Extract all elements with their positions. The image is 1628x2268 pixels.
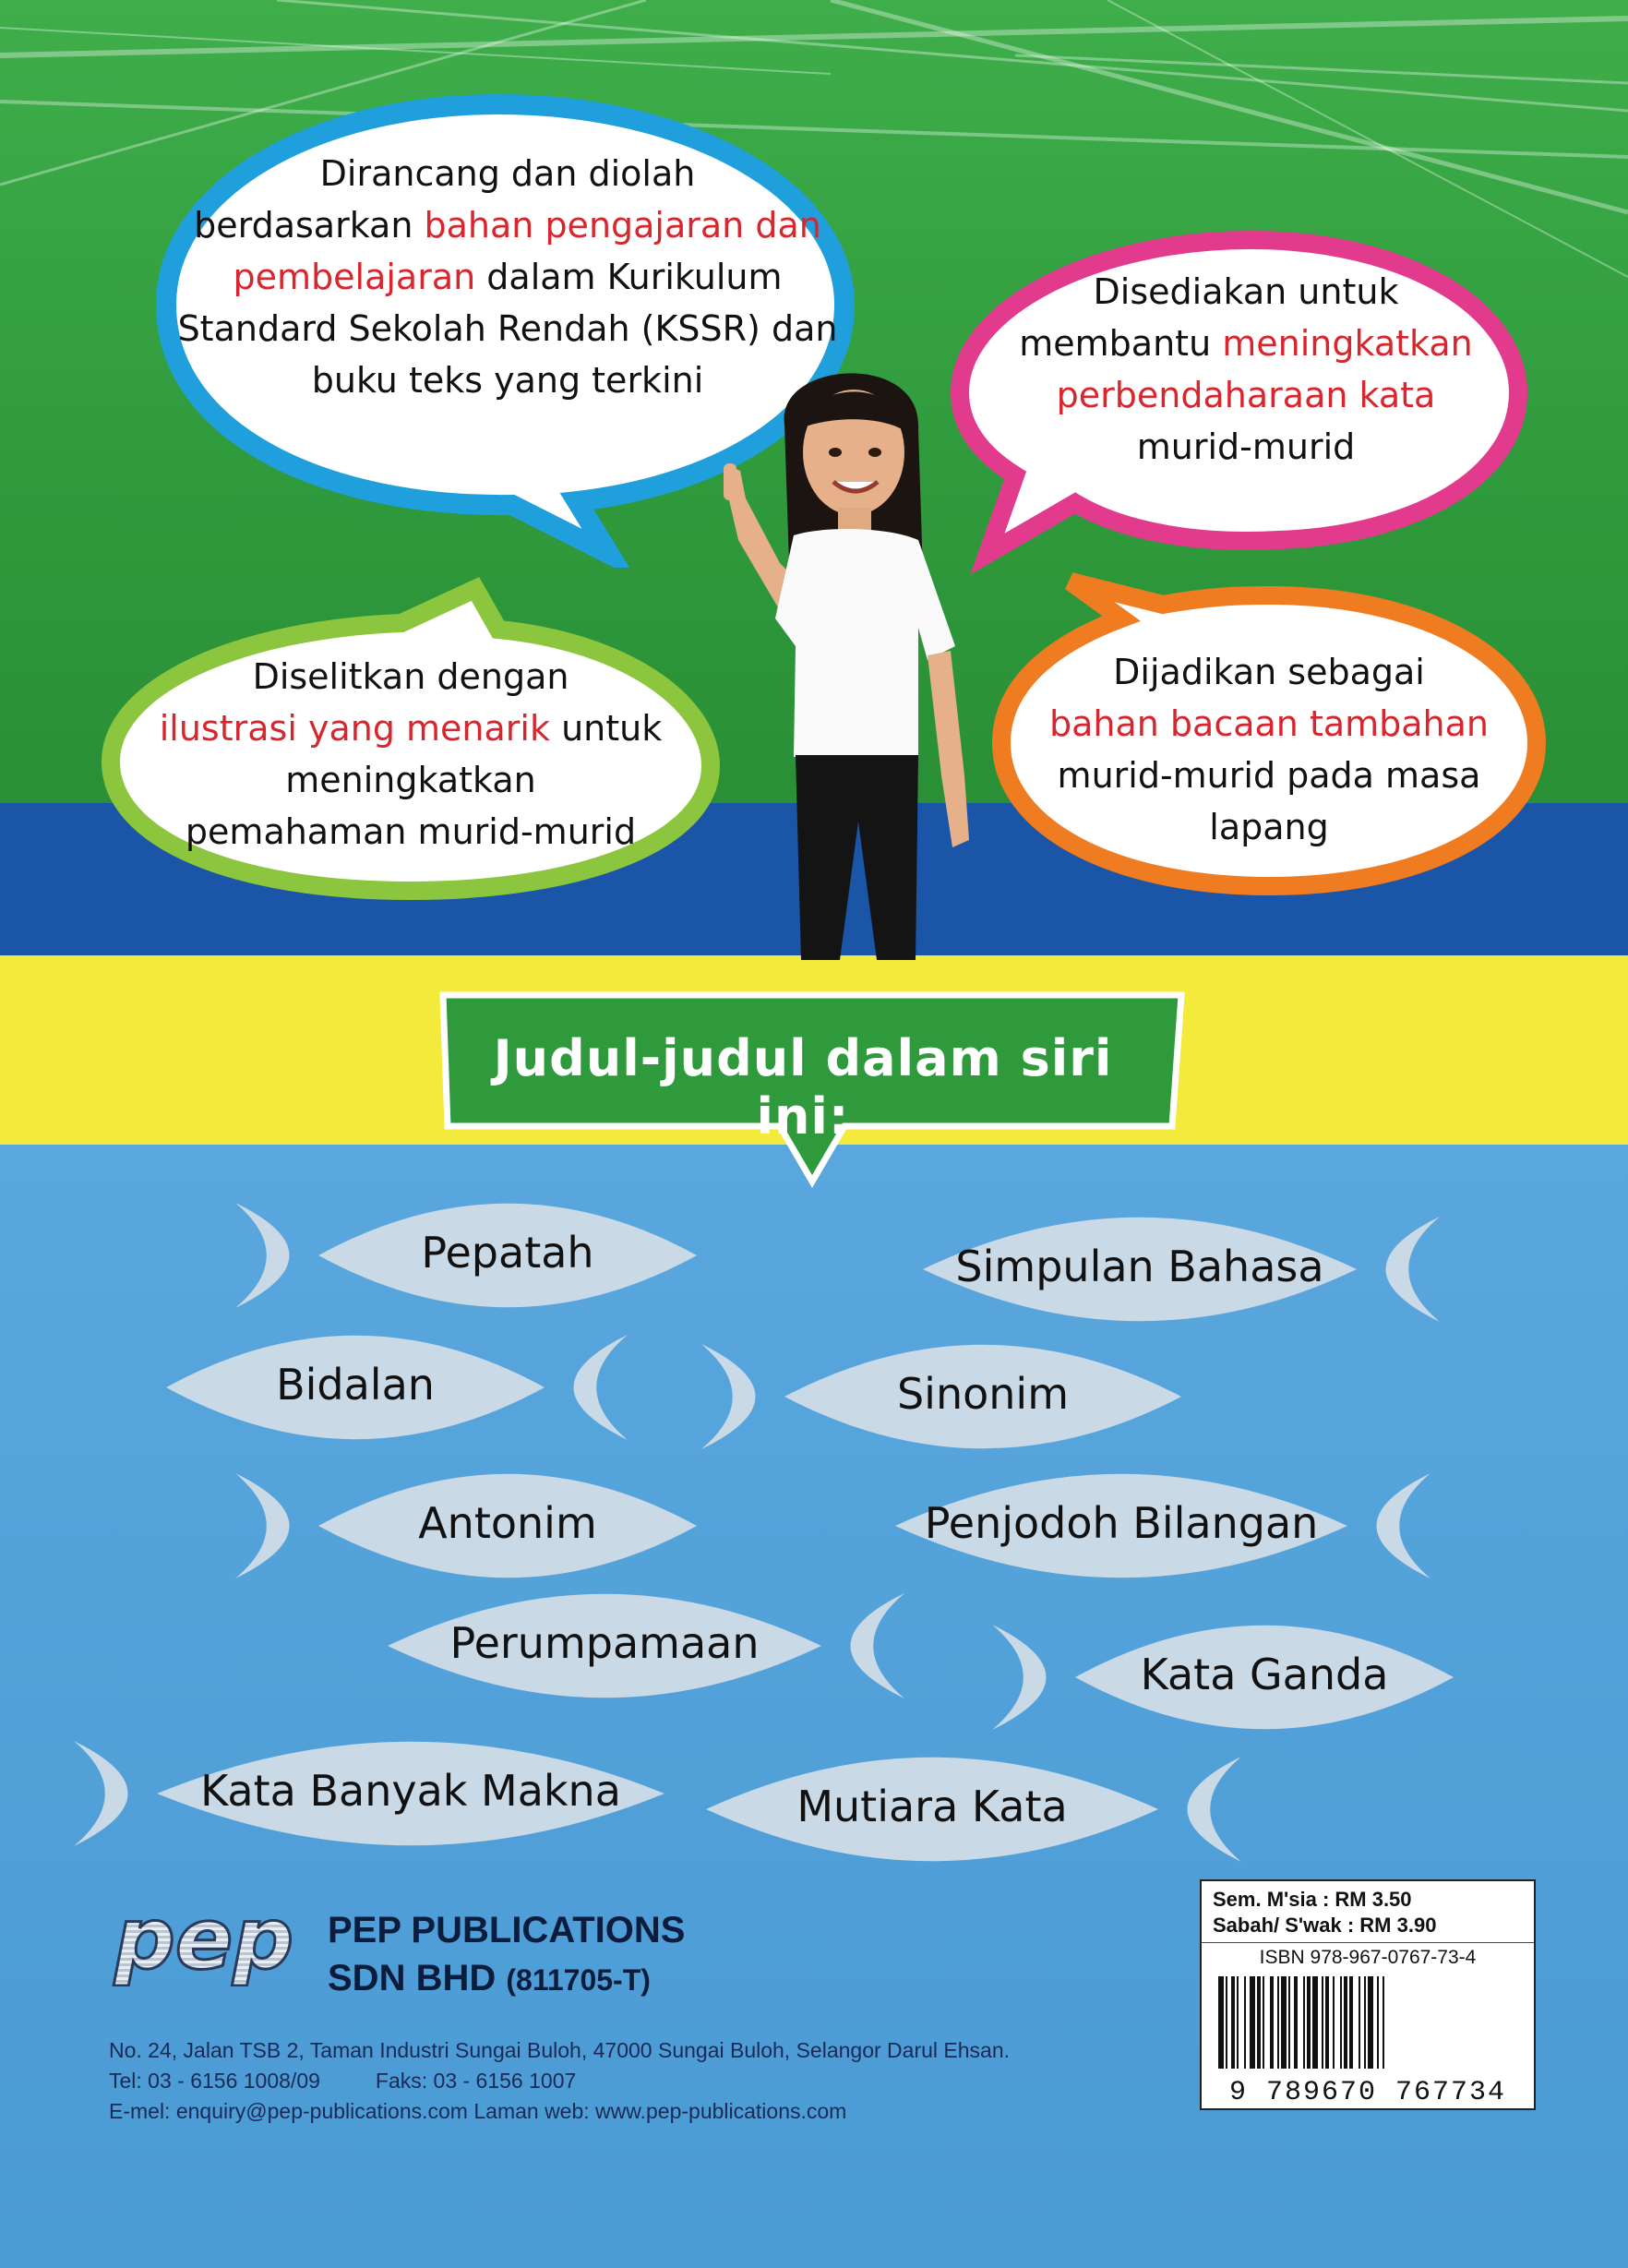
barcode-bar xyxy=(1307,1976,1311,2069)
barcode-icon xyxy=(1202,1971,1534,2072)
barcode-bar xyxy=(1303,1976,1305,2069)
barcode-bar xyxy=(1288,1976,1290,2069)
fish-tail xyxy=(992,1625,1047,1730)
fish-tail xyxy=(235,1473,290,1578)
fish-tail xyxy=(701,1344,756,1449)
barcode-bar xyxy=(1294,1976,1298,2069)
barcode-bar xyxy=(1257,1976,1261,2069)
barcode-bar xyxy=(1364,1976,1366,2069)
pep-logo-text: pep xyxy=(114,1894,294,1986)
girl-pointing-illustration xyxy=(711,342,988,960)
publisher-name: PEP PUBLICATIONS SDN BHD (811705-T) xyxy=(328,1910,686,1998)
series-title-5: Antonim xyxy=(418,1498,597,1548)
series-banner-title: Judul-judul dalam siri ini: xyxy=(493,1029,1113,1146)
barcode-bar xyxy=(1226,1976,1227,2069)
series-title-7: Perumpamaan xyxy=(449,1618,760,1668)
barcode-bar xyxy=(1377,1976,1379,2069)
series-title-6: Penjodoh Bilangan xyxy=(924,1498,1319,1548)
barcode-bar xyxy=(1277,1976,1279,2069)
bubble-text-vocabulary: Disediakan untuk membantu meningkatkan perbendaharaan kata murid-murid xyxy=(1019,271,1473,467)
barcode-bar xyxy=(1250,1976,1255,2069)
isbn-number: ISBN 978-967-0767-73-4 xyxy=(1202,1942,1534,1971)
barcode-bar xyxy=(1244,1976,1246,2069)
series-title-4: Sinonim xyxy=(896,1369,1070,1419)
fish-tail xyxy=(74,1741,128,1846)
barcode-bar xyxy=(1368,1976,1373,2069)
series-title-8: Kata Ganda xyxy=(1140,1650,1389,1699)
series-title-10: Mutiara Kata xyxy=(796,1782,1068,1831)
series-title-2: Simpulan Bahasa xyxy=(955,1242,1324,1291)
fish-tail xyxy=(574,1335,628,1440)
barcode-bar xyxy=(1383,1976,1384,2069)
barcode-bar xyxy=(1344,1976,1347,2069)
barcode-bar xyxy=(1312,1976,1318,2069)
fish-tail xyxy=(1386,1217,1441,1322)
price-peninsular: Sem. M'sia : RM 3.50 xyxy=(1213,1888,1412,1911)
price-sabah-sarawak: Sabah/ S'wak : RM 3.90 xyxy=(1213,1914,1437,1937)
barcode-bar xyxy=(1218,1976,1224,2069)
pep-logo-icon xyxy=(109,1894,321,1986)
barcode-bar xyxy=(1231,1976,1235,2069)
barcode-bar xyxy=(1281,1976,1287,2069)
publisher-address: No. 24, Jalan TSB 2, Taman Industri Sungai Buloh, 47000 Sungai Buloh, Selangor Darul Ehsan. Tel: 03 - 6156 1008/09 Faks: 03 - 6156 1007 E-mel: enquiry@pep-publications.com Laman web: www.pep-publications.com xyxy=(109,2038,1011,2123)
series-title-1: Pepatah xyxy=(421,1228,594,1278)
bubble-text-curriculum: Dirancang dan diolah berdasarkan bahan pengajaran dan pembelajaran dalam Kurikulum Standard Sekolah Rendah (KSSR) dan buku teks yang terkini xyxy=(177,153,838,401)
fish-tail xyxy=(235,1203,290,1308)
barcode-bar xyxy=(1237,1976,1239,2069)
series-title-3: Bidalan xyxy=(276,1360,435,1410)
fish-tail xyxy=(851,1593,905,1698)
fish-tail xyxy=(1377,1473,1431,1578)
barcode-bar xyxy=(1359,1976,1360,2069)
barcode-bar xyxy=(1333,1976,1335,2069)
series-title-9: Kata Banyak Makna xyxy=(200,1766,621,1816)
fish-tail xyxy=(1188,1757,1242,1862)
barcode-bar xyxy=(1325,1976,1329,2069)
barcode-bar xyxy=(1340,1976,1342,2069)
price-barcode-box xyxy=(1200,1879,1536,2110)
barcode-bar xyxy=(1263,1976,1264,2069)
bubble-text-reading: Dijadikan sebagai bahan bacaan tambahan murid-murid pada masa lapang xyxy=(1048,652,1490,847)
barcode-bar xyxy=(1349,1976,1353,2069)
bubble-text-illustration: Diselitkan dengan ilustrasi yang menarik untuk meningkatkan pemahaman murid-murid xyxy=(159,656,663,852)
barcode-bar xyxy=(1270,1976,1274,2069)
barcode-digits: 9 789670 767734 xyxy=(1228,2077,1507,2108)
barcode-bar xyxy=(1322,1976,1323,2069)
